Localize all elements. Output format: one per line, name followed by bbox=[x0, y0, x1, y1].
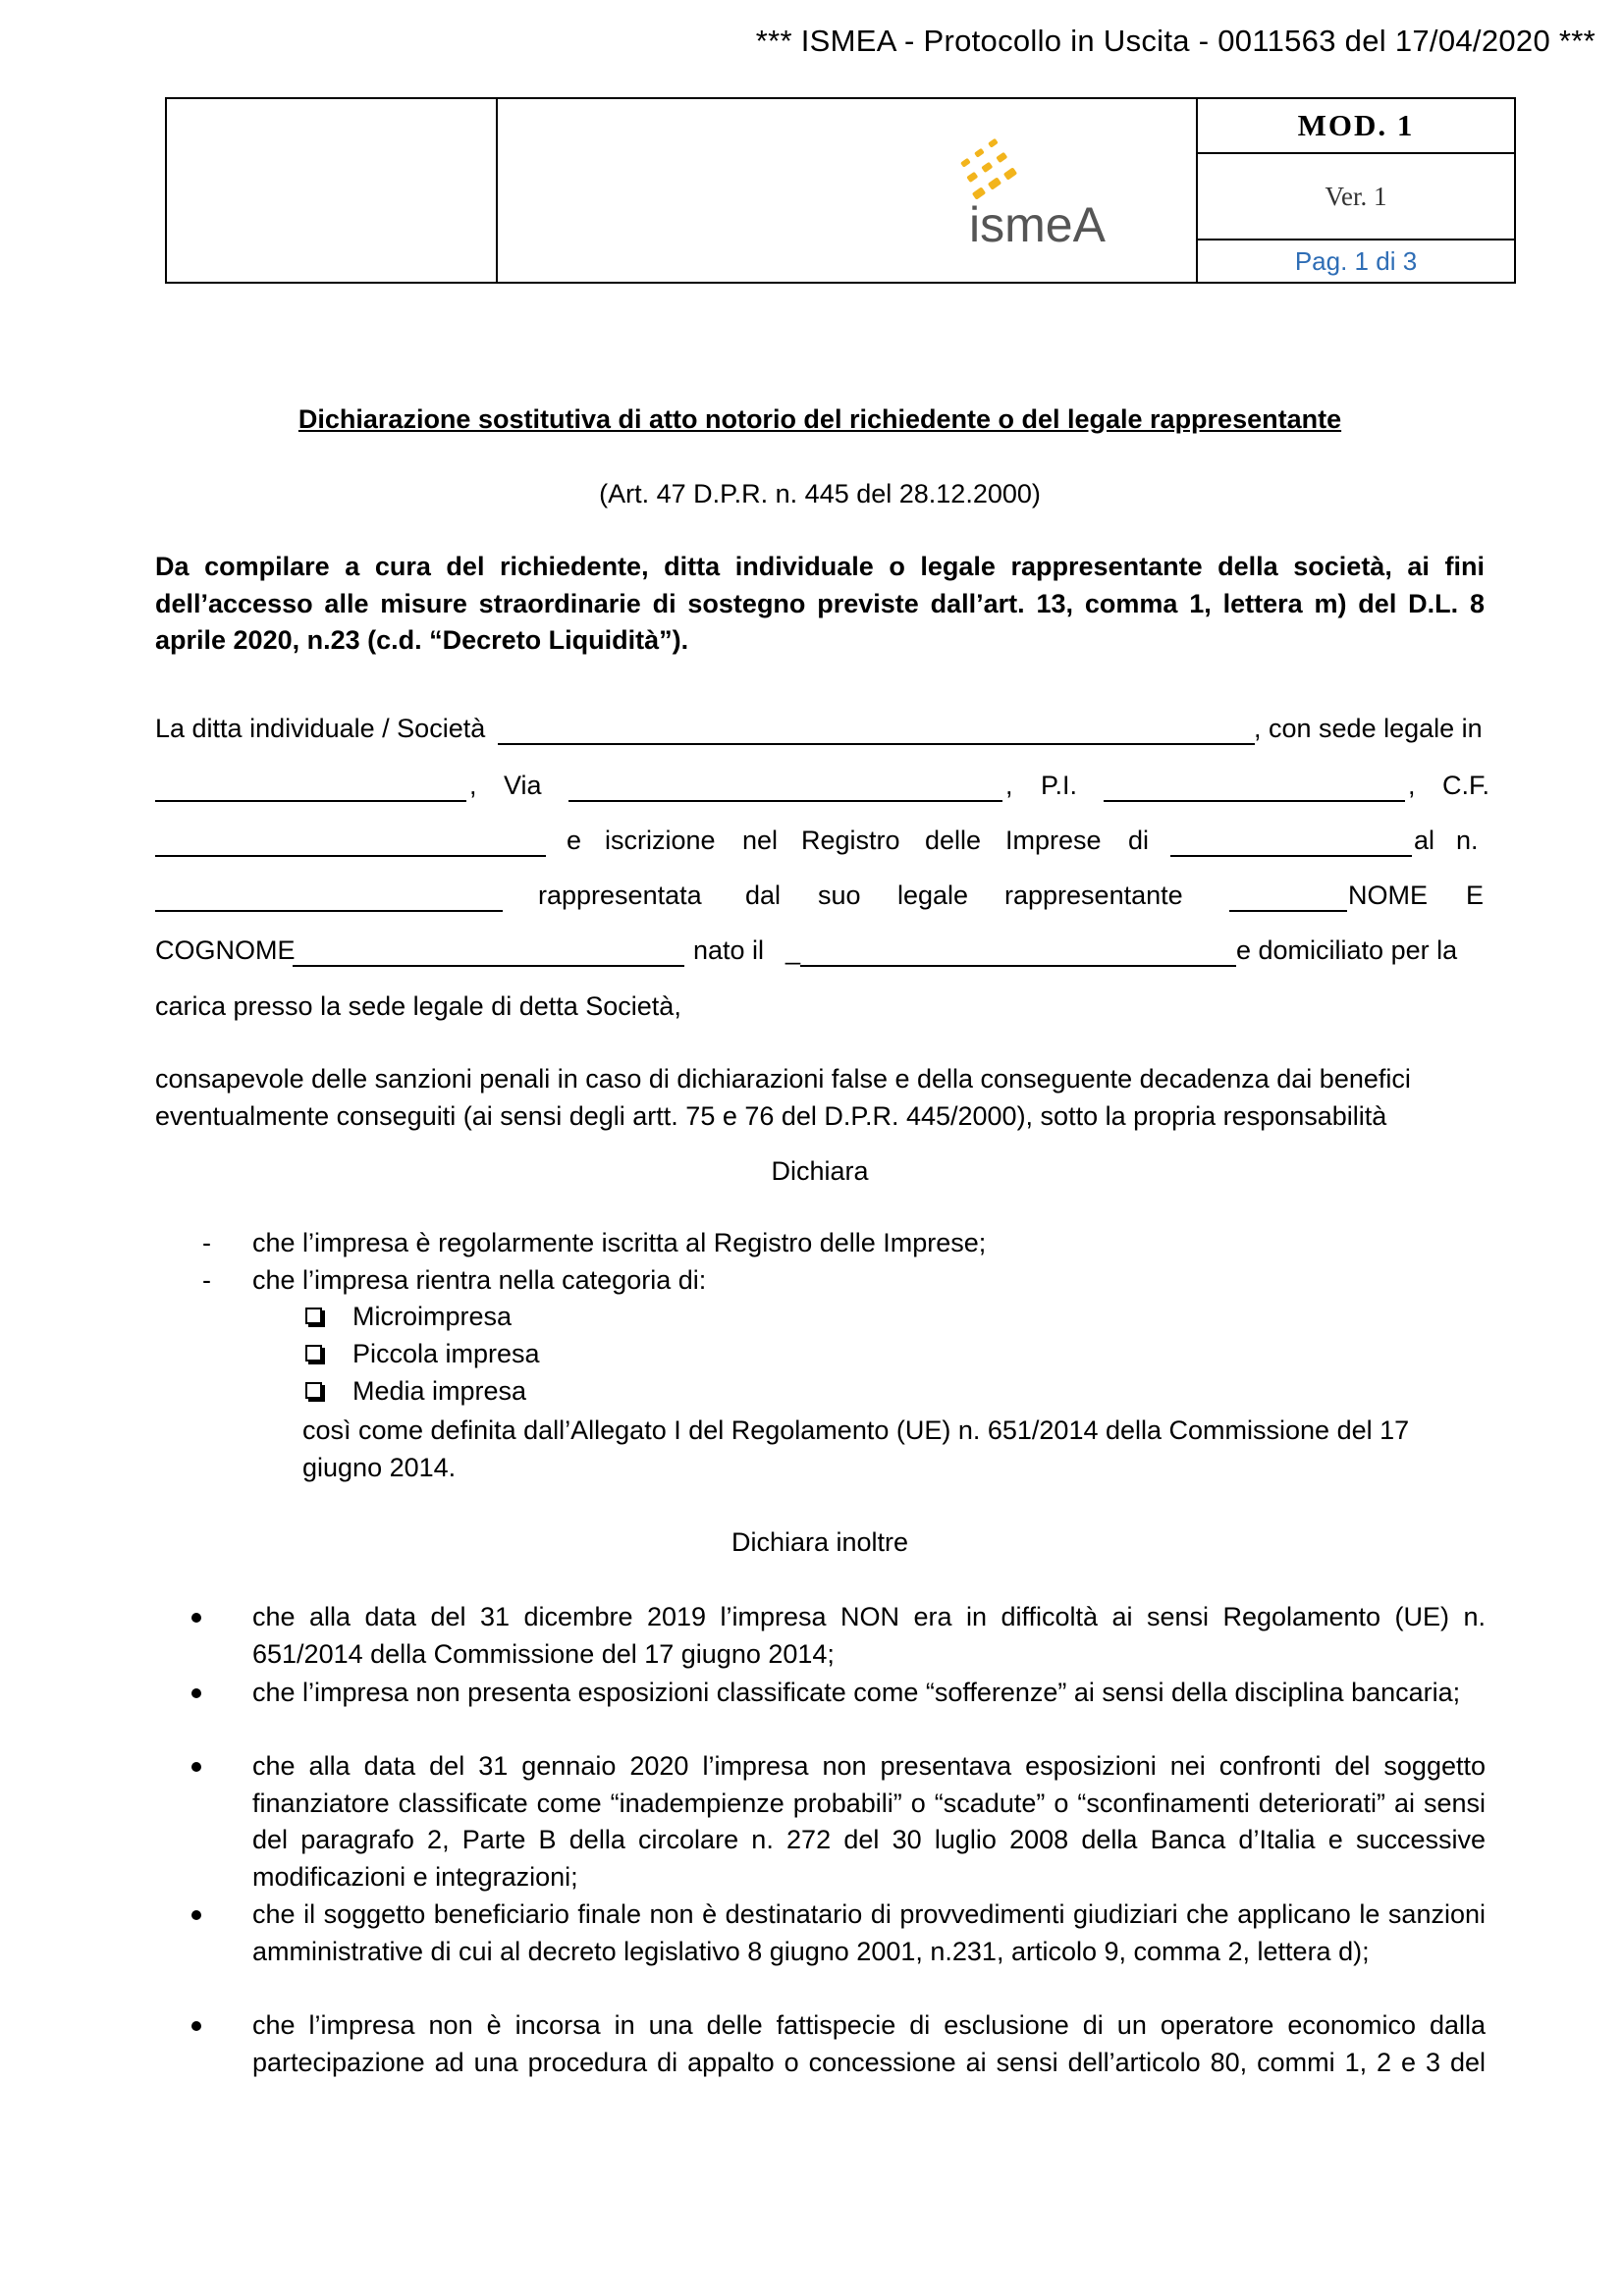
piccola-impresa-checkbox[interactable] bbox=[305, 1345, 322, 1362]
number-label-2: n. bbox=[1456, 826, 1479, 855]
company-label: La ditta individuale / Società bbox=[155, 714, 486, 743]
registry-label-1: e bbox=[567, 826, 582, 855]
represented-4: legale bbox=[897, 881, 969, 910]
declaration-item: che l’impresa rientra nella categoria di: bbox=[252, 1265, 707, 1295]
street-field[interactable] bbox=[568, 800, 1002, 802]
tax-code-label: C.F. bbox=[1442, 771, 1490, 800]
registry-city-field[interactable] bbox=[1170, 855, 1412, 857]
header-empty-cell bbox=[167, 99, 498, 282]
header-meta-cell bbox=[1198, 99, 1514, 282]
registry-label-2: iscrizione bbox=[605, 826, 716, 855]
vat-label: P.I. bbox=[1041, 771, 1078, 800]
declares-heading: Dichiara bbox=[771, 1156, 869, 1186]
name-label: NOME bbox=[1348, 881, 1428, 910]
bullet-marker bbox=[191, 1910, 201, 1920]
media-impresa-checkbox[interactable] bbox=[305, 1382, 322, 1399]
version-label: Ver. 1 bbox=[1198, 154, 1514, 240]
blank-prefix: _ bbox=[785, 935, 801, 965]
header-table bbox=[165, 97, 1516, 284]
born-label: nato il bbox=[693, 935, 765, 965]
legal-seat-label: , con sede legale in bbox=[1254, 714, 1483, 743]
bullet-marker bbox=[191, 1688, 201, 1698]
protocol-header: *** ISMEA - Protocollo in Uscita - 0011563 del 17/04/2020 *** bbox=[755, 24, 1596, 58]
page-indicator: Pag. 1 di 3 bbox=[1294, 245, 1418, 276]
name-label-2: E bbox=[1466, 881, 1485, 910]
logo-text: ismeA bbox=[969, 197, 1106, 252]
bullet-marker bbox=[191, 1613, 201, 1623]
birth-date-field[interactable] bbox=[800, 965, 1236, 967]
comma-sep-3: , bbox=[1408, 771, 1416, 800]
city-field[interactable] bbox=[155, 800, 466, 802]
category-label: Microimpresa bbox=[352, 1302, 513, 1331]
further-declaration: che alla data del 31 dicembre 2019 l’impresa NON era in difficoltà ai sensi Regolamento (UE) n. 651/2014 della Commissione del 17 giugno 2014; bbox=[252, 1602, 1486, 1669]
ismea-logo bbox=[910, 121, 1126, 258]
surname-field[interactable] bbox=[293, 965, 684, 967]
bullet-marker bbox=[191, 2021, 201, 2031]
further-declaration: che l’impresa non è incorsa in una delle fattispecie di esclusione di un operatore economico dalla partecipazione ad una procedura di appalto o concessione ai sensi dell’articolo 80, commi 1, 2 e 3 del bbox=[252, 2010, 1486, 2077]
surname-label: COGNOME bbox=[155, 935, 296, 965]
tax-code-field[interactable] bbox=[155, 855, 546, 857]
registry-label-3: nel bbox=[742, 826, 779, 855]
registry-label-6: Imprese bbox=[1005, 826, 1102, 855]
name-field[interactable] bbox=[1229, 910, 1347, 912]
represented-3: suo bbox=[818, 881, 861, 910]
street-label: Via bbox=[504, 771, 542, 800]
comma-sep-1: , bbox=[469, 771, 477, 800]
category-note: così come definita dall’Allegato I del Regolamento (UE) n. 651/2014 della Commissione del 17 giugno 2014. bbox=[302, 1415, 1410, 1482]
further-declaration: che alla data del 31 gennaio 2020 l’impresa non presentava esposizioni nei confronti del soggetto finanziatore classificate come “inadempienze probabili” o “scadute” o “sconfinamenti deteriorati” ai sensi del paragrafo 2, Parte B della circolare n. 272 del 30 luglio 2008 della Banca d’Italia e successive modificazioni e integrazioni; bbox=[252, 1751, 1486, 1892]
registry-label-5: delle bbox=[925, 826, 982, 855]
instructions-paragraph: Da compilare a cura del richiedente, ditta individuale o legale rappresentante della società, ai fini dell’accesso alle misure straordinarie di sostegno previste dall’art. 13, comma 1, lettera m) del D.L. 8 aprile 2020, n.23 (c.d. “Decreto Liquidità”). bbox=[155, 552, 1485, 655]
category-label: Media impresa bbox=[352, 1376, 527, 1406]
represented-1: rappresentata bbox=[538, 881, 702, 910]
awareness-paragraph: consapevole delle sanzioni penali in caso di dichiarazioni false e della conseguente decadenza dai benefici eventualmente conseguiti (ai sensi degli artt. 75 e 76 del D.P.R. 445/2000), sotto la propria responsabilità bbox=[155, 1064, 1411, 1131]
company-field[interactable] bbox=[498, 743, 1255, 745]
registry-number-field[interactable] bbox=[155, 910, 503, 912]
represented-2: dal bbox=[745, 881, 782, 910]
number-label: al bbox=[1414, 826, 1435, 855]
further-declaration: che l’impresa non presenta esposizioni classificate come “sofferenze” ai sensi della disciplina bancaria; bbox=[252, 1678, 1461, 1707]
dash-marker: - bbox=[202, 1265, 211, 1295]
legal-reference: (Art. 47 D.P.R. n. 445 del 28.12.2000) bbox=[599, 479, 1041, 508]
category-label: Piccola impresa bbox=[352, 1339, 540, 1368]
domicile-label: e domiciliato per la bbox=[1236, 935, 1458, 965]
comma-sep-2: , bbox=[1005, 771, 1013, 800]
microimpresa-checkbox[interactable] bbox=[305, 1308, 322, 1324]
bullet-marker bbox=[191, 1762, 201, 1772]
represented-5: rappresentante bbox=[1004, 881, 1183, 910]
dash-marker: - bbox=[202, 1228, 211, 1257]
document-title: Dichiarazione sostitutiva di atto notorio del richiedente o del legale rappresentante bbox=[298, 404, 1342, 434]
registry-label-4: Registro bbox=[801, 826, 900, 855]
header-logo-cell bbox=[498, 99, 1198, 282]
seat-sentence: carica presso la sede legale di detta Società, bbox=[155, 991, 681, 1021]
registry-label-7: di bbox=[1128, 826, 1150, 855]
vat-field[interactable] bbox=[1104, 800, 1405, 802]
mod-label: MOD. 1 bbox=[1198, 99, 1514, 154]
further-declaration: che il soggetto beneficiario finale non è destinatario di provvedimenti giudiziari che applicano le sanzioni amministrative di cui al decreto legislativo 8 giugno 2001, n.231, articolo 9, comma 2, lettera d); bbox=[252, 1899, 1486, 1966]
further-heading: Dichiara inoltre bbox=[730, 1527, 909, 1557]
declaration-item: che l’impresa è regolarmente iscritta al Registro delle Imprese; bbox=[252, 1228, 987, 1257]
